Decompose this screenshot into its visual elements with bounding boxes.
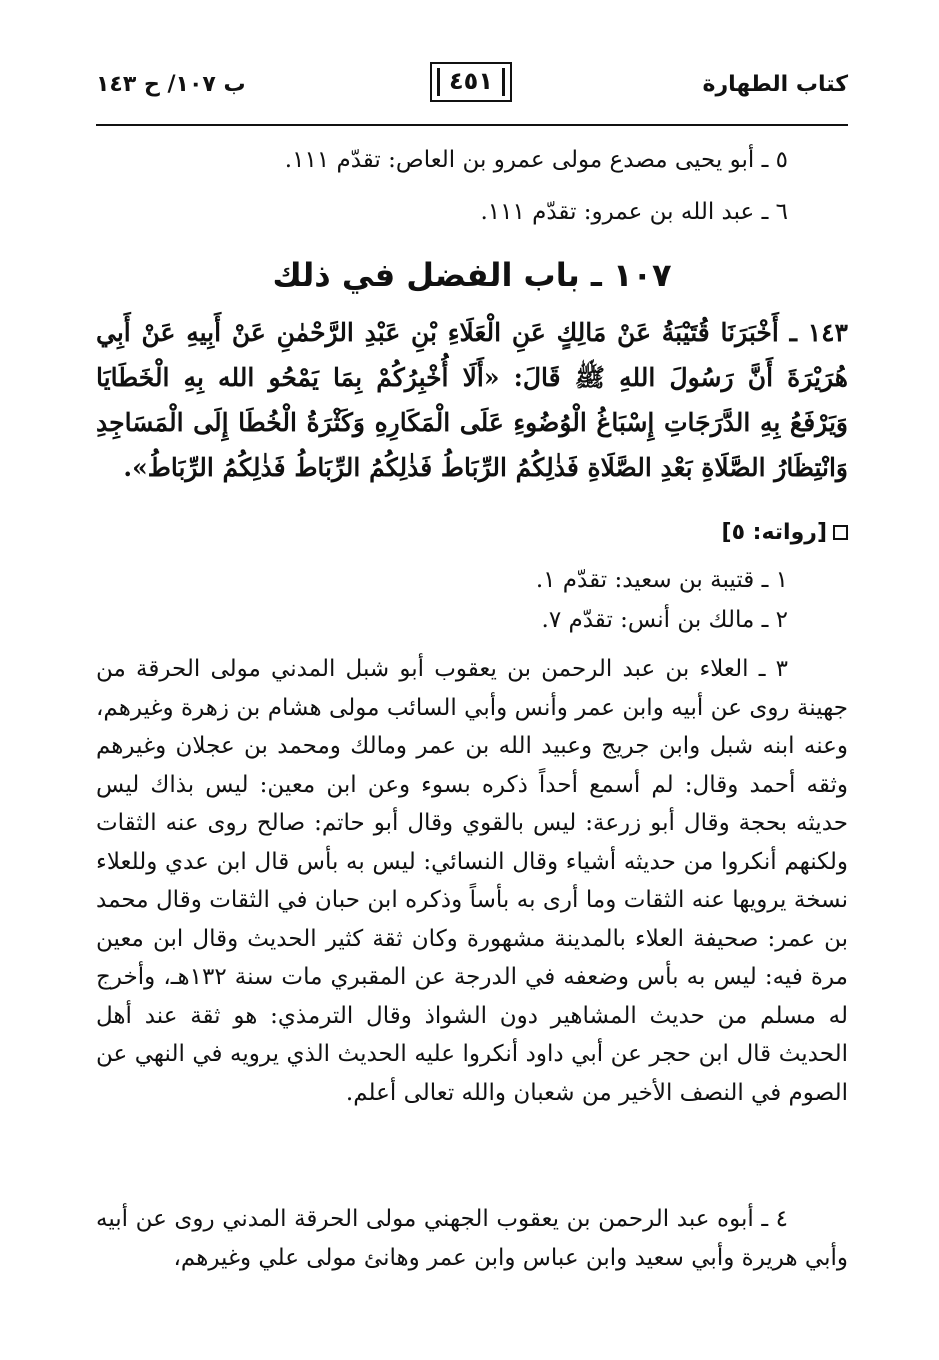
- list-item: ١ ـ قتيبة بن سعيد: تقدّم ١.: [535, 567, 788, 593]
- chapter-reference: ب ١٠٧/ ح ١٤٣: [96, 72, 246, 97]
- narrators-heading-label: [رواته: ٥]: [721, 520, 827, 545]
- narrator-biography-4: ٤ ـ أبوه عبد الرحمن بن يعقوب الجهني مولى الحرقة المدني روى عن أبيه وأبي هريرة وأبي سعيد وابن عباس وابن عمر وهانئ مولى علي وغيرهم،: [96, 1206, 848, 1271]
- page-number: ٤٥١: [430, 62, 512, 102]
- section-title: ١٠٧ ـ باب الفضل في ذلك: [272, 256, 672, 294]
- page-header: [96, 58, 848, 110]
- narrator-biography-3: ٣ ـ العلاء بن عبد الرحمن بن يعقوب أبو شبل المدني مولى الحرقة من جهينة روى عن أبيه وابن عمر وأنس وأبي السائب مولى هشام بن زهرة وغيرهم، وعنه ابنه شبل وابن جريج وعبيد الله بن عمر ومالك ومحمد بن عجلان وغيرهم وثقه أحمد وقال: لم أسمع أحداً ذكره بسوء وعن ابن معين: ليس بذاك ليس حديثه بحجة وقال أبو زرعة: ليس بالقوي وقال أبو حاتم: صالح روى عنه الثقات ولكنهم أنكروا من حديثه أشياء وقال النسائي: ليس به بأس قال ابن عدي وللعلاء نسخة يرويها عنه الثقات وما أرى به بأساً وذكره ابن حبان في الثقات وقال محمد بن عمر: صحيفة العلاء بالمدينة مشهورة وكان ثقة كثير الحديث وقال ابن معين مرة فيه: ليس به بأس وضعفه في الدرجة عن المقبري مات سنة ١٣٢هـ، وأخرج له مسلم من حديث المشاهير دون الشواذ وقال الترمذي: هو ثقة عند أهل الحديث قال ابن حجر عن أبي داود أنكروا عليه الحديث الذي يرويه في النهي عن الصوم في النصف الأخير من شعبان والله تعالى أعلم.: [96, 656, 848, 1106]
- list-item: ٦ ـ عبد الله بن عمرو: تقدّم ١١١.: [480, 199, 788, 225]
- narrators-heading: [722, 520, 849, 545]
- narrators-list: [536, 560, 788, 640]
- list-item: ٢ ـ مالك بن أنس: تقدّم ٧.: [541, 607, 788, 633]
- hadith-text: ١٤٣ ـ أَخْبَرَنَا قُتَيْبَةُ عَنْ مَالِكٍ عَنِ الْعَلَاءِ بْنِ عَبْدِ الرَّحْمٰنِ عَنْ أَبِيهِ عَنْ أَبِي هُرَيْرَةَ أَنَّ رَسُولَ اللهِ ﷺ قَالَ: «أَلَا أُخْبِرُكُمْ بِمَا يَمْحُو الله بِهِ الْخَطَايَا وَيَرْفَعُ بِهِ الدَّرَجَاتِ إِسْبَاغُ الْوُضُوءِ عَلَى الْمَكَارِهِ وَكَثْرَةُ الْخُطَا إِلَى الْمَسَاجِدِ وَانْتِظَارُ الصَّلَاةِ بَعْدِ الصَّلَاةِ فَذٰلِكُمُ الرِّبَاطُ فَذٰلِكُمُ الرِّبَاطُ فَذٰلِكُمُ الرِّبَاطُ».: [96, 318, 848, 482]
- square-bullet-icon: [833, 525, 848, 540]
- book-title: كتاب الطهارة: [702, 72, 848, 97]
- list-item: ٥ ـ أبو يحيى مصدع مولى عمرو بن العاص: تقدّم ١١١.: [284, 147, 788, 173]
- previous-narrators-list: [285, 134, 788, 238]
- header-divider: [96, 124, 848, 126]
- book-page: [96, 58, 848, 1271]
